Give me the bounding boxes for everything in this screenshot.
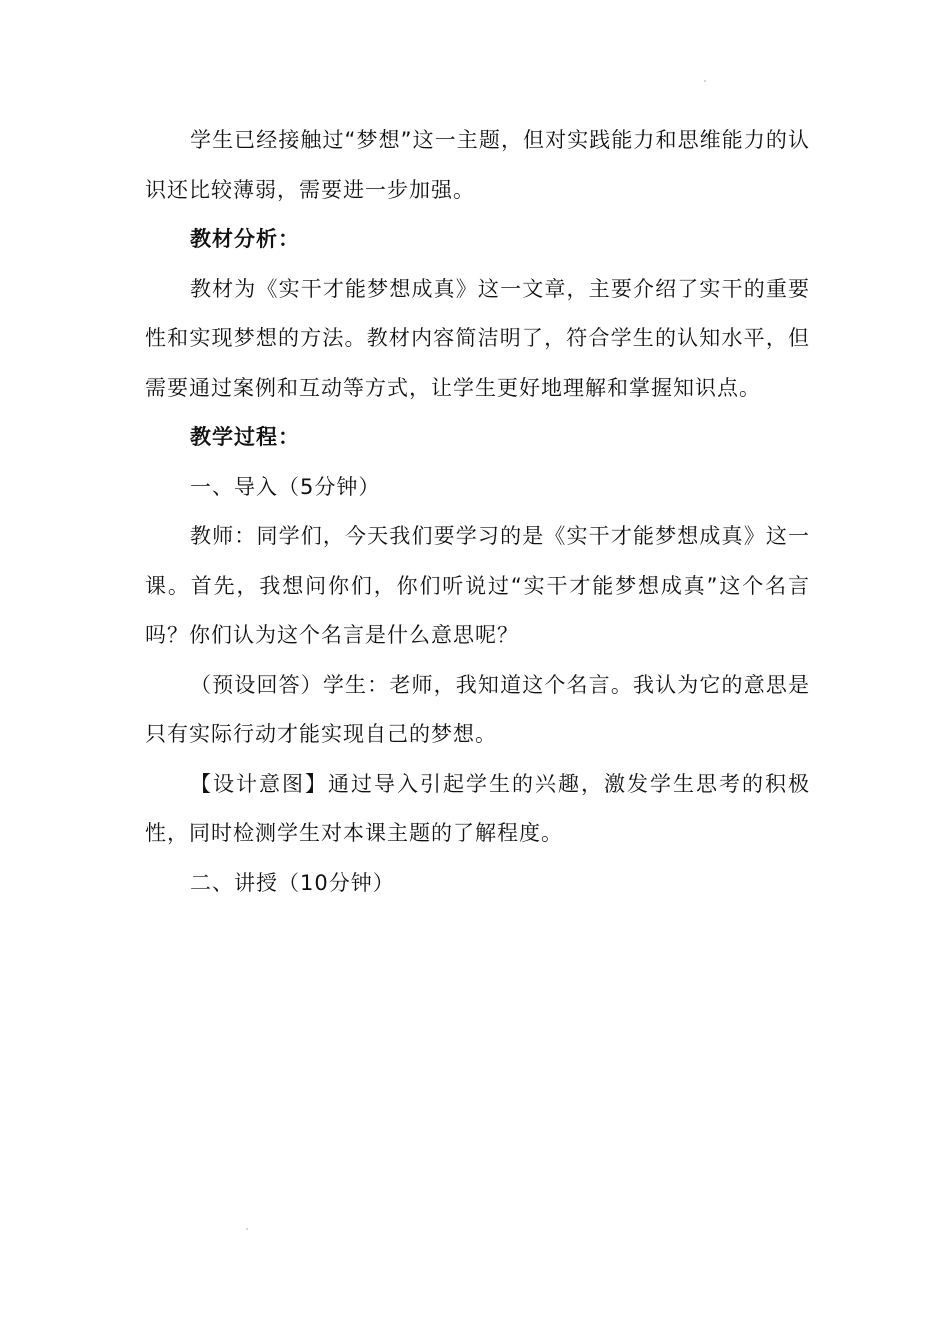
paragraph-student-background: 学生已经接触过“梦想”这一主题，但对实践能力和思维能力的认识还比较薄弱，需要进一步加强。: [145, 128, 810, 202]
document-body: [145, 116, 810, 908]
page-speck: [246, 1228, 248, 1230]
paragraph-teacher-question: 教师：同学们，今天我们要学习的是《实干才能梦想成真》这一课。首先，我想问你们，你们听说过“实干才能梦想成真”这个名言吗？你们认为这个名言是什么意思呢？: [145, 524, 810, 647]
heading-textbook-analysis: 教材分析：: [190, 227, 300, 251]
paragraph-design-intent: 【设计意图】通过导入引起学生的兴趣，激发学生思考的积极性，同时检测学生对本课主题的了解程度。: [145, 771, 810, 845]
section-introduction: 一、导入（5分钟）: [190, 474, 381, 499]
paragraph-textbook-analysis: 教材为《实干才能梦想成真》这一文章，主要介绍了实干的重要性和实现梦想的方法。教材内容简洁明了，符合学生的认知水平，但需要通过案例和互动等方式，让学生更好地理解和掌握知识点。: [145, 276, 810, 400]
paragraph-student-answer: （预设回答）学生：老师，我知道这个名言。我认为它的意思是只有实际行动才能实现自己的梦想。: [145, 672, 810, 746]
heading-teaching-process: 教学过程：: [190, 425, 300, 449]
section-lecture: 二、讲授（10分钟）: [190, 870, 395, 895]
page-speck: [704, 80, 706, 82]
